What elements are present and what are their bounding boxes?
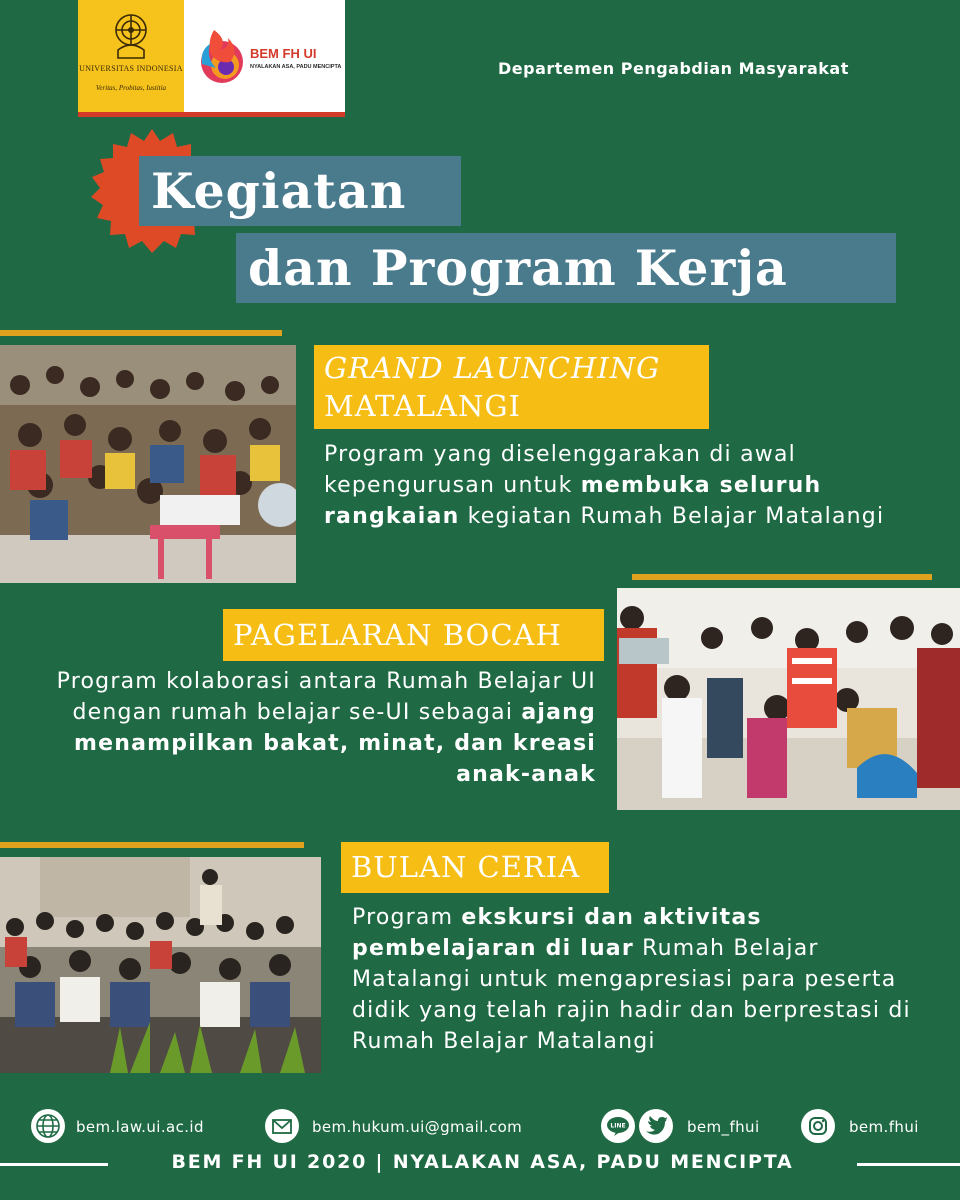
grand-launching-title-2: MATALANGI (324, 389, 521, 423)
instagram-icon (800, 1108, 836, 1144)
twitter-icon (638, 1108, 674, 1144)
ui-logo-block (78, 0, 184, 112)
university-motto: Veritas, Probitas, Iustitia (95, 84, 167, 92)
bem-name: BEM FH UI (250, 46, 317, 61)
title-line-1: Kegiatan (151, 162, 407, 220)
grand-launching-desc-text-2: kegiatan Rumah Belajar Matalangi (459, 504, 885, 529)
grand-launching-title-1: GRAND LAUNCHING (324, 351, 661, 385)
grand-launching-photo (0, 345, 296, 583)
footer-slogan: BEM FH UI 2020 | NYALAKAN ASA, PADU MENCIPTA (171, 1151, 794, 1173)
instagram-handle[interactable]: bem.fhui (849, 1118, 919, 1136)
footer-divider-left (0, 1163, 108, 1166)
section-3-accent-bar (0, 842, 304, 848)
title-band-1 (139, 156, 461, 226)
line-icon (600, 1108, 636, 1144)
bulan-ceria-photo (0, 857, 321, 1073)
pagelaran-bocah-tag: PAGELARAN BOCAH (223, 609, 604, 661)
svg-text:LINE: LINE (610, 1122, 626, 1130)
footer-divider-right (857, 1163, 960, 1166)
bulan-ceria-tag: BULAN CERIA (341, 842, 609, 893)
bulan-ceria-desc-text-2: Rumah Belajar Matalangi untuk mengapresiasi para peserta didik yang telah rajin hadir dan berprestasi di Rumah Belajar Matalangi (352, 936, 911, 1054)
globe-icon (30, 1108, 66, 1144)
makara-emblem-icon (108, 10, 154, 62)
section-1-accent-bar (0, 330, 282, 336)
university-name: UNIVERSITAS INDONESIA (79, 64, 183, 73)
grand-launching-description (324, 439, 924, 532)
grand-launching-tag (314, 345, 709, 429)
title-band-2 (236, 233, 896, 303)
pagelaran-bocah-photo (617, 588, 960, 810)
twitter-handle[interactable]: bem_fhui (687, 1118, 760, 1136)
website-link[interactable]: bem.law.ui.ac.id (76, 1118, 204, 1136)
pagelaran-bocah-description (30, 666, 596, 790)
bem-flame-logo-icon (196, 24, 246, 86)
bem-tagline: NYALAKAN ASA, PADU MENCIPTA (250, 64, 342, 70)
bulan-ceria-desc-text-1: Program (352, 905, 462, 930)
section-2-accent-bar (632, 574, 932, 580)
title-line-2: dan Program Kerja (248, 239, 788, 297)
grand-launching-desc-bold: membuka seluruh rangkaian (324, 473, 822, 529)
department-name: Departemen Pengabdian Masyarakat (498, 59, 849, 78)
bulan-ceria-description (352, 902, 912, 1057)
pagelaran-desc-bold: ajang menampilkan bakat, minat, dan kreasi anak-anak (73, 700, 596, 787)
grand-launching-desc-text-1: Program yang diselenggarakan di awal kepengurusan untuk (324, 442, 796, 498)
mail-icon (264, 1108, 300, 1144)
logo-box (78, 0, 345, 117)
pagelaran-desc-text-1: Program kolaborasi antara Rumah Belajar UI dengan rumah belajar se-UI sebagai (56, 669, 596, 725)
email-link[interactable]: bem.hukum.ui@gmail.com (312, 1118, 523, 1136)
bulan-ceria-desc-bold: ekskursi dan aktivitas pembelajaran di luar (352, 905, 762, 961)
